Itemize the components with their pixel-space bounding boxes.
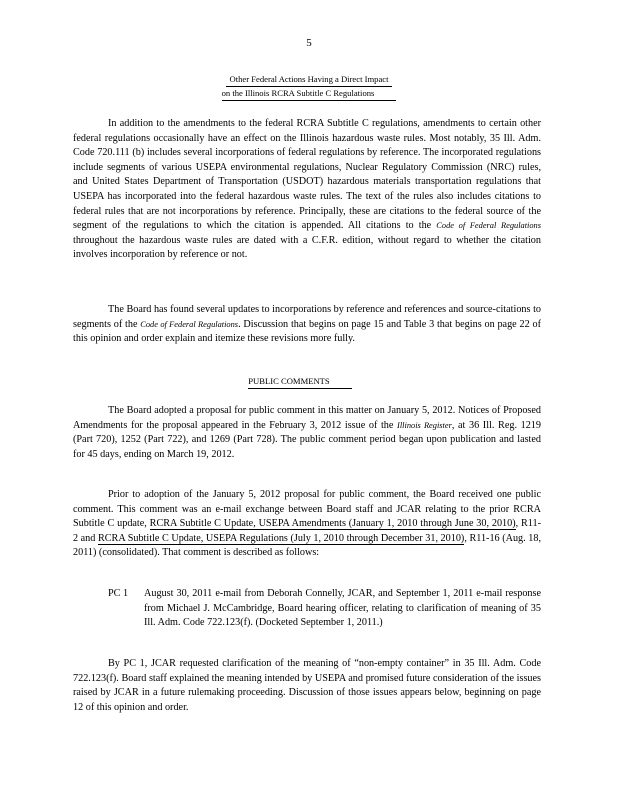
paragraph-federal-regulations: In addition to the amendments to the federal RCRA Subtitle C regulations, amendments to certain other federal regulations occasionally have an effect on the Illinois hazardous waste rules. Most notably, 35 Ill. Adm. Code 720.111 (b) includes several incorporations of federal regulations by reference. The incorporated regulations include segments of various USEPA environmental regulations, Nuclear Regulatory Commission (NRC) rules, and United States Department of Transportation (USDOT) hazardous materials transportation regulations that USEPA has incorporated into the federal hazardous waste rules. The text of the rules also includes citations to federal rules that are not incorporations by reference. Principally, these are citations to the federal source of the segment of the regulations to which the citation is appended. All citations to the Code of Federal Regulations throughout the hazardous waste rules are dated with a C.F.R. edition, without regard to whether the citation involves incorporation by reference or not. <box>73 118 541 261</box>
paragraph-board-updates: The Board has found several updates to incorporations by reference and references and source-citations to segments of the Code of Federal Regulations. Discussion that begins on page 15 and Table 3 that begins on page 22 of this opinion and order explain and itemize these revisions more fully. <box>73 304 541 345</box>
docket-title-r11-2: RCRA Subtitle C Update, USEPA Amendments (January 1, 2010 through June 30, 2010) <box>149 518 516 530</box>
paragraph-proposal-adoption: The Board adopted a proposal for public comment in this matter on January 5, 2012. Notices of Proposed Amendments for the proposal appeared in the February 3, 2012 issue of the Illinois Register, at 36 Ill. Reg. 1219 (Part 720), 1252 (Part 722), and 1269 (Part 728). The public comment period began upon publication and lasted for 45 days, ending on March 19, 2012. <box>73 405 541 460</box>
section-heading-other-federal-actions <box>0 73 618 101</box>
public-comment-description: August 30, 2011 e-mail from Deborah Connelly, JCAR, and September 1, 2011 e-mail response from Michael J. McCambridge, Board hearing officer, relating to clarification of meaning of 35 Ill. Adm. Code 722.123(f). (Docketed September 1, 2011.) <box>144 588 541 629</box>
docket-title-r11-16: RCRA Subtitle C Update, USEPA Regulations (July 1, 2010 through December 31, 2010) <box>97 532 465 544</box>
heading-line-2: on the Illinois RCRA Subtitle C Regulations <box>222 87 397 101</box>
public-comment-item <box>108 587 541 631</box>
illinois-register-citation: Illinois Register <box>397 420 452 430</box>
heading-line-1: Other Federal Actions Having a Direct Impact <box>226 73 393 87</box>
paragraph-prior-comment: Prior to adoption of the January 5, 2012 proposal for public comment, the Board received one public comment. This comment was an e-mail exchange between Board staff and JCAR relating to the prior RCRA Subtitle C update, RCRA Subtitle C Update, USEPA Amendments (January 1, 2010 through June 30, 2010), R11-2 and RCRA Subtitle C Update, USEPA Regulations (July 1, 2010 through December 31, 2010), R11-16 (Aug. 18, 2011) (consolidated). That comment is described as follows: <box>73 489 541 559</box>
public-comment-label: PC 1 <box>108 588 129 599</box>
section-heading-public-comments: PUBLIC COMMENTS <box>0 375 609 389</box>
page-number: 5 <box>306 37 312 49</box>
cfr-citation: Code of Federal Regulations <box>140 319 239 329</box>
cfr-citation: Code of Federal Regulations <box>436 221 541 231</box>
paragraph-jcar-request: By PC 1, JCAR requested clarification of the meaning of “non-empty container” in 35 Ill. Adm. Code 722.123(f). Board staff explained the meaning intended by USEPA and promised future consideration of the issues raised by JCAR in a future rulemaking proceeding. Discussion of those issues appears below, beginning on page 12 of this opinion and order. <box>73 658 541 713</box>
